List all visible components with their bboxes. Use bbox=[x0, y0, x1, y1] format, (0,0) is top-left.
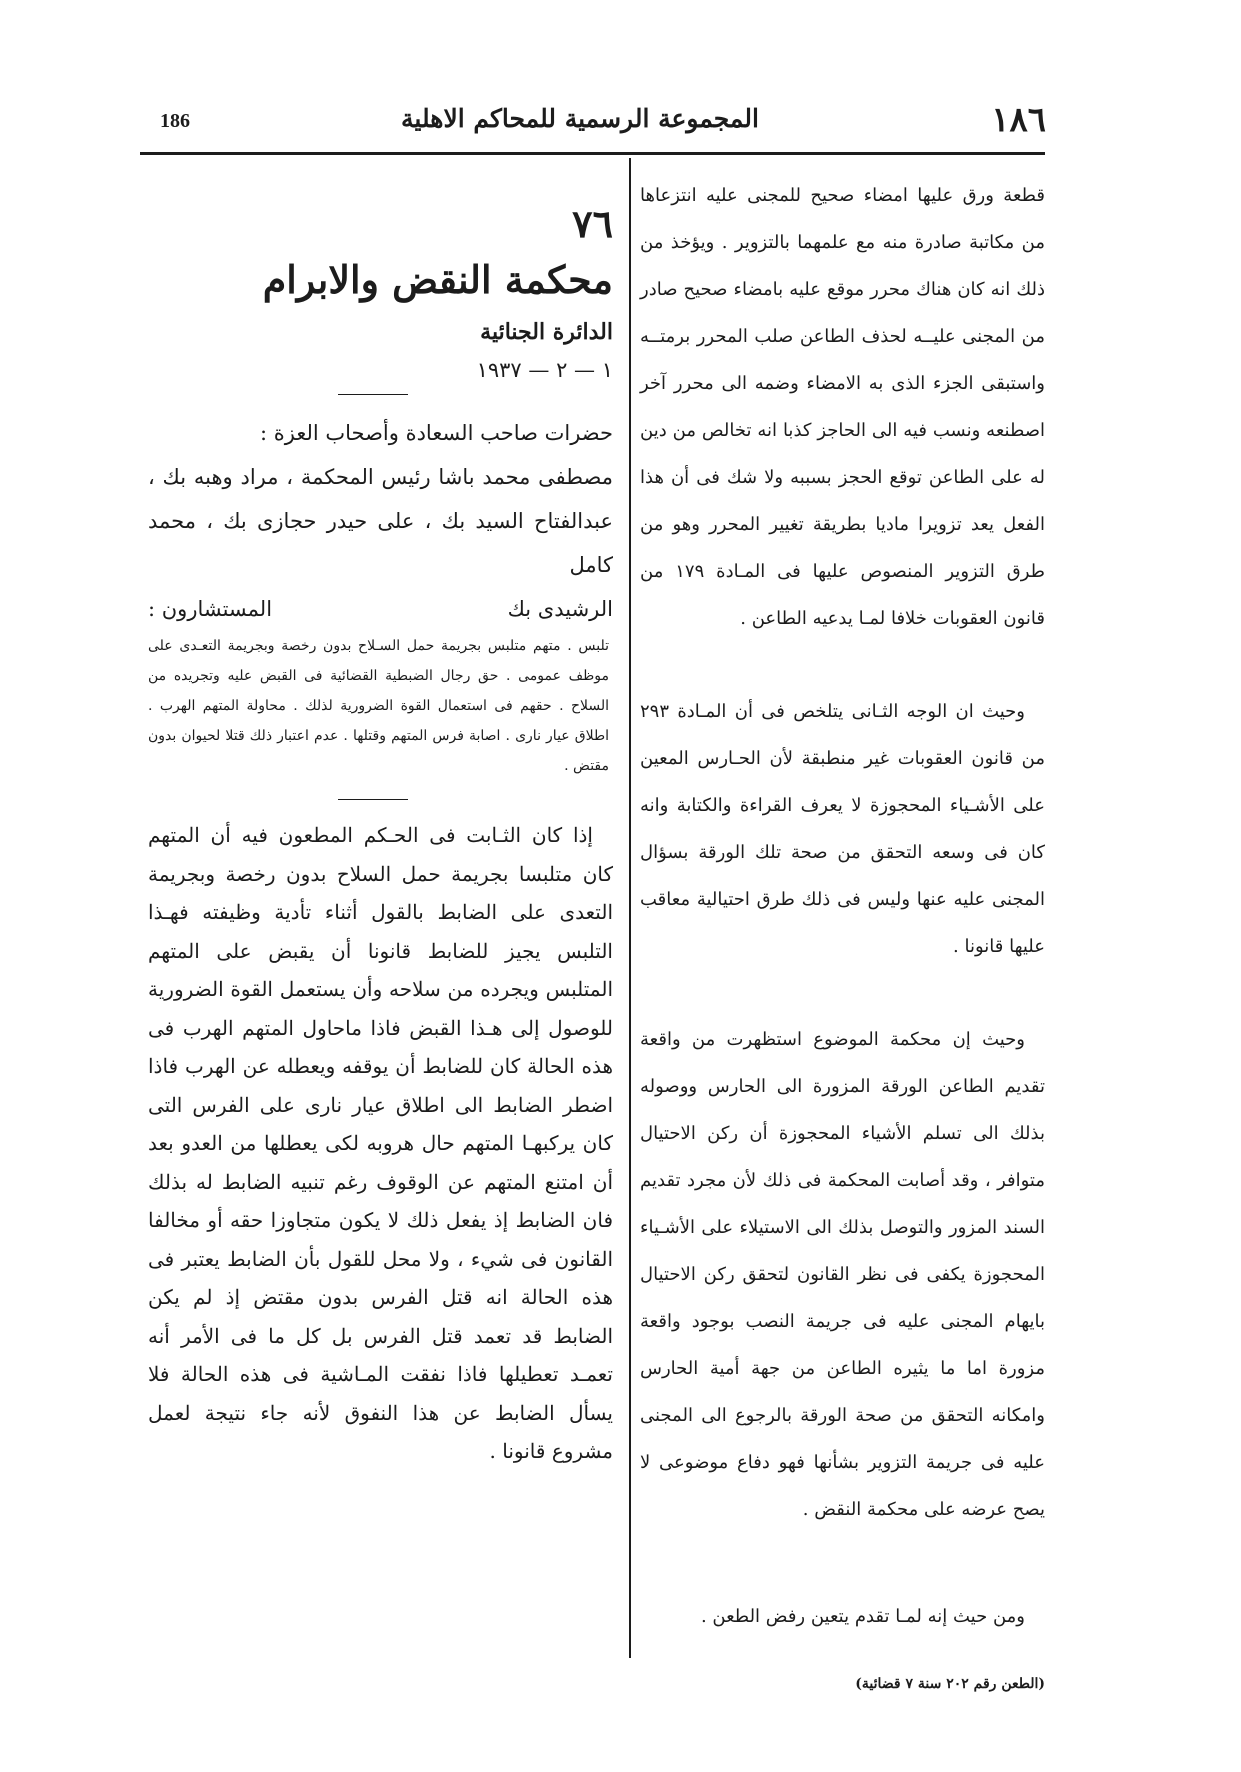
appeal-reference: (الطعن رقم ٢٠٢ سنة ٧ قضائية) bbox=[855, 1676, 1045, 1692]
right-paragraph-3: وحيث إن محكمة الموضوع استظهرت من واقعة تقديم الطاعن الورقة المزورة الى الحارس ووصوله بذلك الى تسلم الأشياء المحجوزة أن ركن الاحتيال متوافر ، وقد أصابت المحكمة فى ذلك لأن مجرد تقديم السند المزور والتوصل بذلك الى الاستيلاء على الأشـياء المحجوزة يكفى فى نظر القانون لتحقق ركن الاحتيال بايهام المجنى عليه فى جريمة النصب بوجود واقعة مزورة اما ما يثيره الطاعن من جهة أمية الحارس وامكانه التحقق من صحة الورقة بالرجوع الى المجنى عليه فى جريمة التزوير بشأنها فهو دفاع موضوعى لا يصح عرضه على محكمة النقض . bbox=[640, 1029, 1045, 1520]
ruling-principle: إذا كان الثـابت فى الحـكم المطعون فيه أن المتهم كان متلبسا بجريمة حمل السلاح بدون رخصة وبجريمة التعدى على الضابط بالقول أثناء تأدية وظيفته فهـذا التلبس يجيز للضابط قانونا أن يقبض على المتهم المتلبس ويجرده من سلاحه وأن يستعمل القوة الضرورية للوصول إلى هـذا القبض فاذا ماحاول المتهم الهرب فى هذه الحالة كان للضابط أن يوقفه ويعطله عن الهرب فاذا اضطر الضابط الى اطلاق عيار نارى على الفرس التى كان يركبهـا المتهم حال هروبه لكى يعطلها من العدو بعد أن امتنع المتهم عن الوقوف رغم تنبيه الضابط له بذلك فان الضابط إذ يفعل ذلك لا يكون متجاوزا حقه أو مخالفا القانون فى شيء ، ولا محل للقول بأن الضابط يعتبر فى هذه الحالة انه قتل الفرس بدون مقتض إذ لم يكن الضابط قد تعمد قتل الفرس بل كل ما فى الأمر أنه تعمـد تعطيلها فاذا نفقت المـاشية فى هذه الحالة فلا يسأل الضابط عن هذا النفوق لأنه جاء نتيجة لعمل مشروع قانونا . bbox=[148, 823, 613, 1463]
right-paragraph-2: وحيث ان الوجه الثـانى يتلخص فى أن المـادة ٢٩٣ من قانون العقوبات غير منطبقة لأن الحـارس المعين على الأشـياء المحجوزة لا يعرف القراءة والكتابة وانه كان فى وسعه التحقق من صحة تلك الورقة بسؤال المجنى عليه عنها وليس فى ذلك طرق احتيالية معاقب عليها قانونا . bbox=[640, 701, 1045, 957]
members-role: المستشارون : bbox=[148, 597, 273, 621]
ruling-date: ١ — ٢ — ١٩٣٧ bbox=[476, 358, 613, 382]
date-underline bbox=[338, 394, 408, 395]
left-column bbox=[148, 200, 613, 1471]
column-divider bbox=[629, 158, 631, 1658]
page-number-arabic: ١٨٦ bbox=[991, 100, 1046, 140]
right-column bbox=[640, 172, 1045, 1696]
court-name: محكمة النقض والابرام bbox=[262, 257, 613, 302]
page-number-latin: 186 bbox=[160, 110, 190, 132]
members-role-line bbox=[148, 587, 613, 631]
court-division: الدائرة الجنائية bbox=[480, 319, 613, 345]
case-summary: تلبس . متهم متلبس بجريمة حمل السـلاح بدون رخصة وبجريمة التعـدى على موظف عمومى . حق رجال الضبطية القضائية فى القبض عليه وتجريده من السلاح . حقهم فى استعمال القوة الضرورية لذلك . محاولة المتهم الهرب . اطلاق عيار نارى . اصابة فرس المتهم وقتلها . عدم اعتبار ذلك قتلا لحيوان بدون مقتض . bbox=[148, 638, 609, 774]
case-number: ٧٦ bbox=[572, 201, 613, 246]
attendance-intro: حضرات صاحب السعادة وأصحاب العزة : bbox=[259, 421, 613, 445]
bench-members bbox=[148, 411, 613, 631]
right-paragraph-1: قطعة ورق عليها امضاء صحيح للمجنى عليه انتزعاها من مكاتبة صادرة منه مع علمهما بالتزوير . ويؤخذ من ذلك انه كان هناك محرر موقع عليه بامضاء صحيح صادر من المجنى عليــه لحذف الطاعن صلب المحرر برمتــه واستبقى الجزء الذى به الامضاء وضمه الى محرر آخر اصطنعه ونسب فيه الى الحاجز كذبا انه تخالص من دين له على الطاعن توقع الحجز بسببه ولا شك فى أن هذا الفعل يعد تزويرا ماديا بطريقة تغيير المحرر وهو من طرق التزوير المنصوص عليها فى المـادة ١٧٩ من قانون العقوبات خلافا لمـا يدعيه الطاعن . bbox=[640, 185, 1045, 629]
ruling-closing: ومن حيث إنه لمـا تقدم يتعين رفض الطعن . bbox=[700, 1606, 1025, 1627]
last-member: الرشيدى بك bbox=[507, 597, 613, 621]
members-list: مصطفى محمد باشا رئيس المحكمة ، مراد وهبه بك ، عبدالفتاح السيد بك ، على حيدر حجازى بك ، محمد كامل bbox=[148, 465, 613, 577]
summary-rule bbox=[338, 799, 408, 800]
running-title: المجموعة الرسمية للمحاكم الاهلية bbox=[401, 104, 759, 133]
header-rule bbox=[140, 152, 1045, 155]
